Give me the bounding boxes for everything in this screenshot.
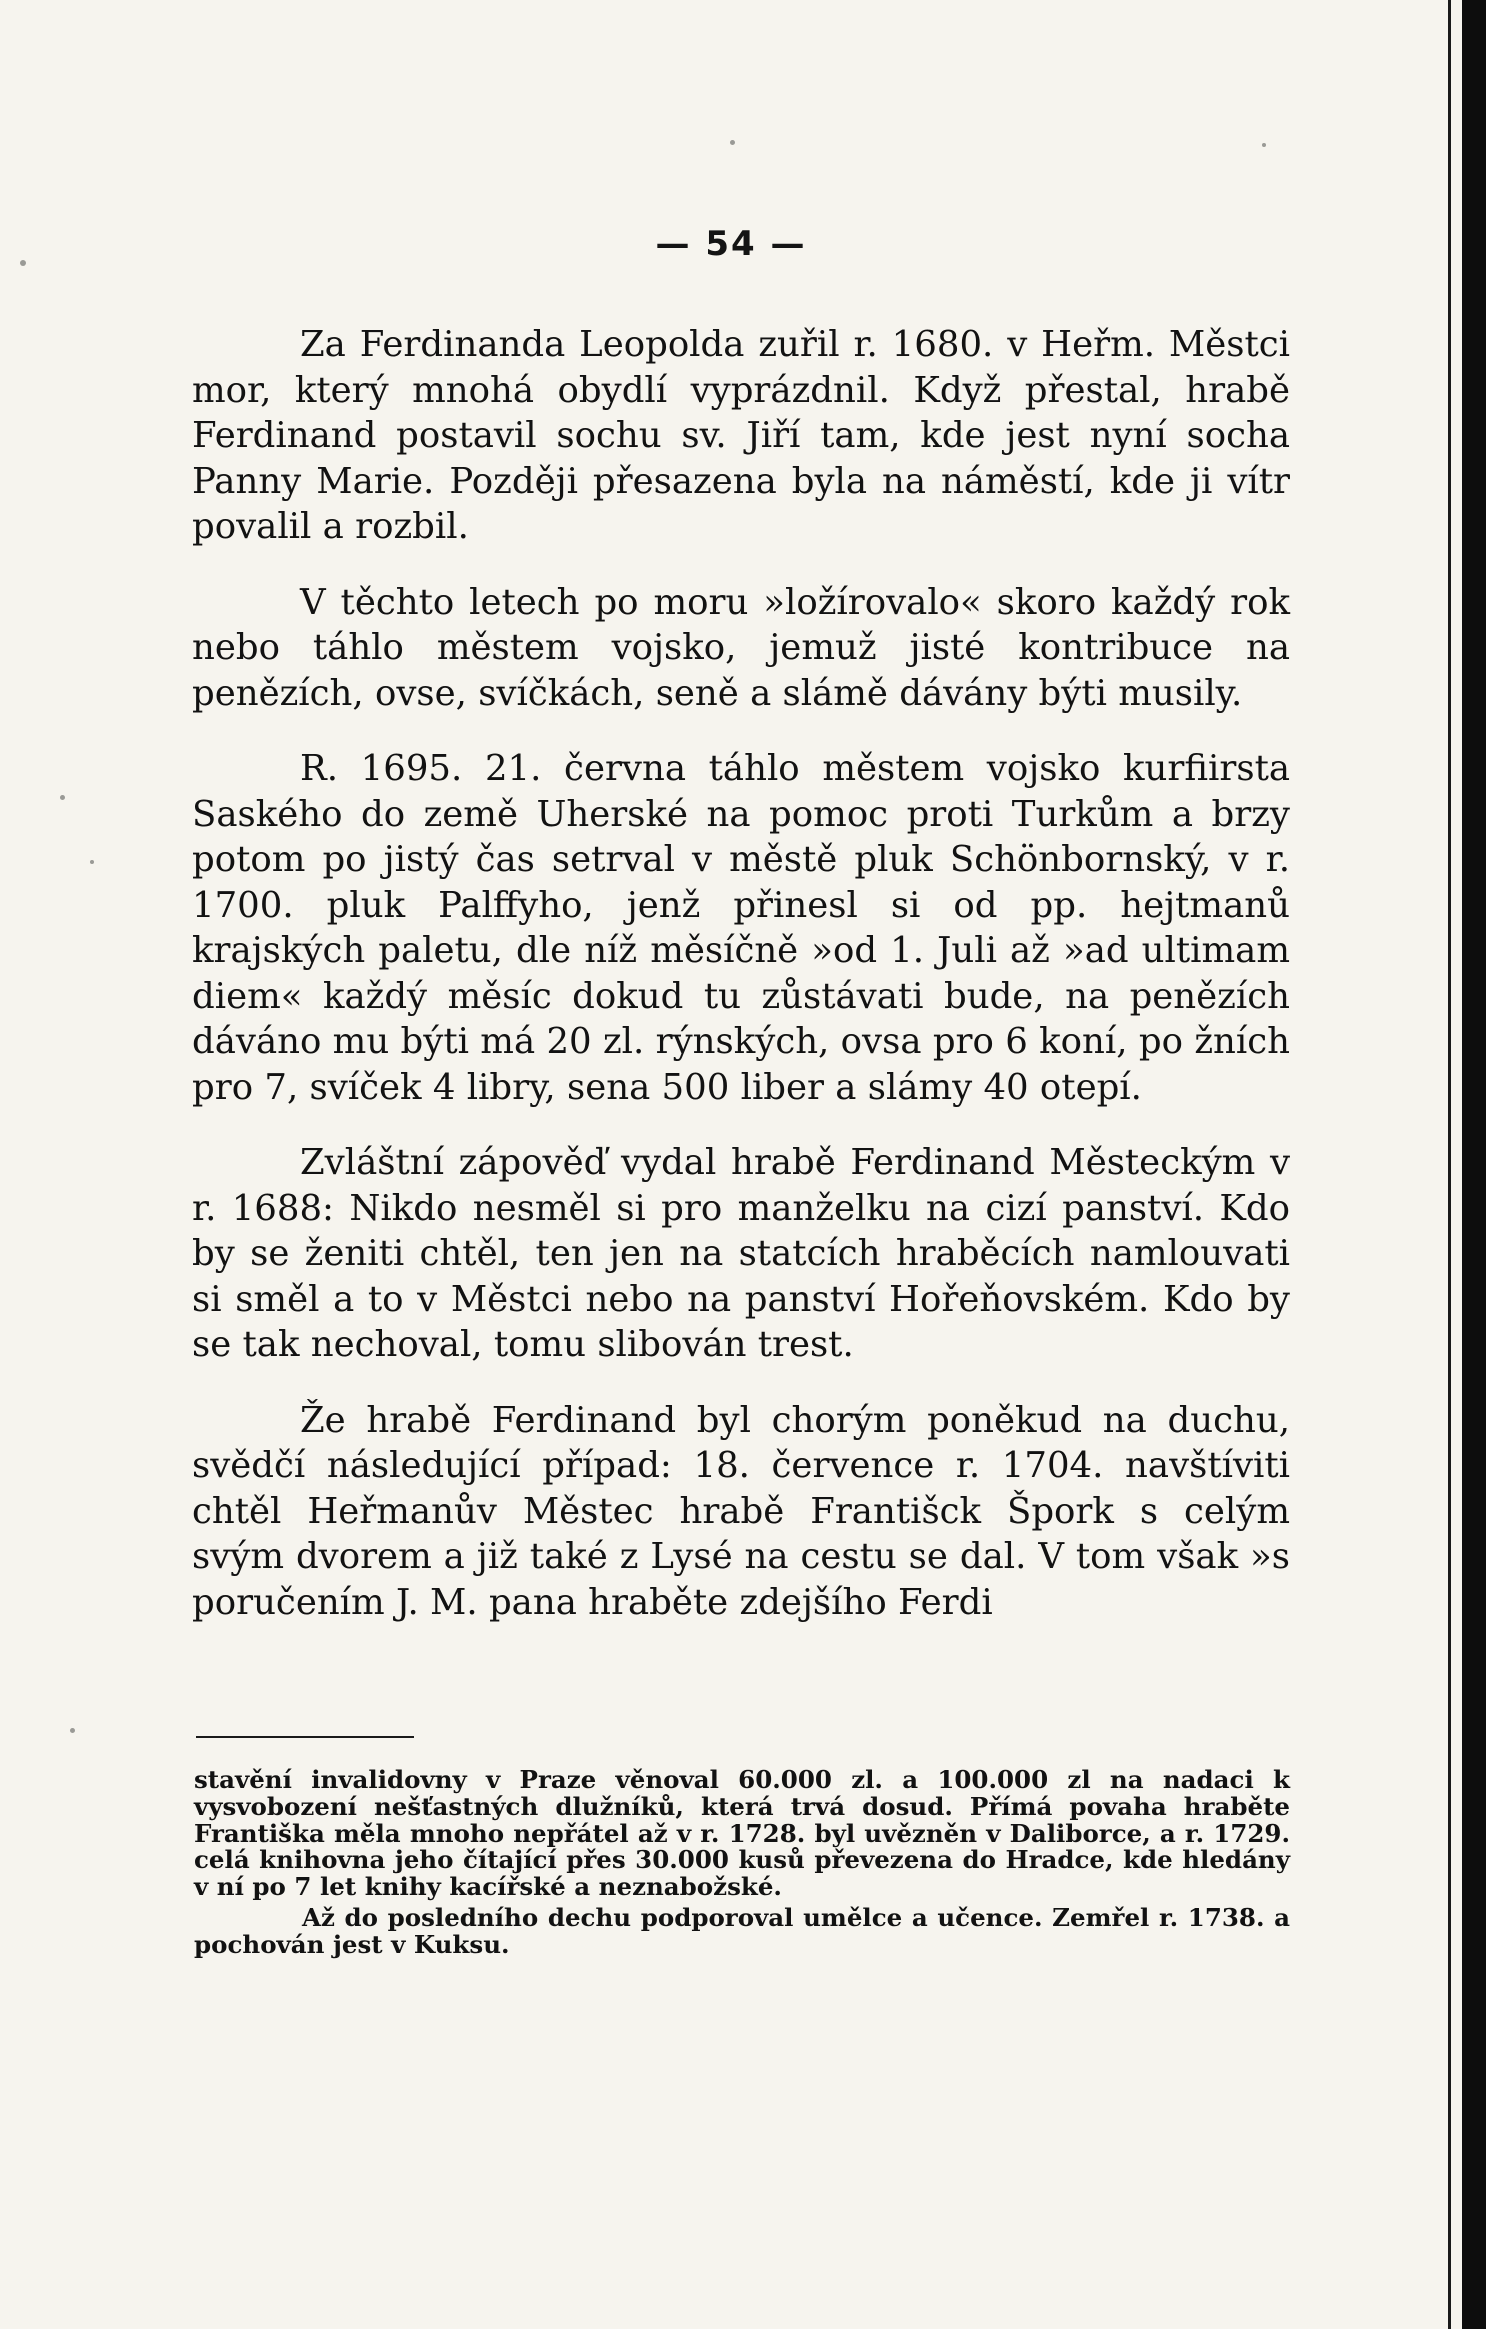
paper-speck	[1262, 143, 1266, 147]
main-text	[192, 322, 1290, 1655]
paragraph: R. 1695. 21. června táhlo městem vojsko kurfiirsta Saského do země Uherské na pomoc proti Turkům a brzy potom po jistý čas setrval v městě pluk Schönbornský, v r. 1700. pluk Palffyho, jenž přinesl si od pp. hejtmanů krajských paletu, dle níž měsíčně »od 1. Juli až »ad ultimam diem« každý měsíc dokud tu zůstávati bude, na penězích dáváno mu býti má 20 zl. rýnských, ovsa pro 6 koní, po žních pro 7, svíček 4 libry, sena 500 liber a slámy 40 otepí.	[192, 748, 1290, 1108]
footnotes	[194, 1767, 1290, 1959]
paper-speck	[90, 860, 94, 864]
paper-speck	[70, 1728, 75, 1733]
page-number: — 54 —	[655, 224, 807, 264]
footnote-separator	[196, 1736, 414, 1738]
paragraph: Že hrabě Ferdinand byl chorým poněkud na duchu, svědčí následující případ: 18. července r. 1704. navštíviti chtěl Heřmanův Městec hrabě Františck Špork s celým svým dvorem a již také z Lysé na cestu se dal. V tom však »s poručením J. M. pana hraběte zdejšího Ferdi	[192, 1399, 1290, 1623]
paragraph: V těchto letech po moru »ložírovalo« skoro každý rok nebo táhlo městem vojsko, jemuž jisté kontribuce na penězích, ovse, svíčkách, seně a slámě dávány býti musily.	[192, 581, 1290, 714]
paper-speck	[60, 795, 65, 800]
page-edge-line	[1448, 0, 1451, 2329]
paper-speck	[730, 140, 735, 145]
paragraph: Zvláštní zápověď vydal hrabě Ferdinand Městeckým v r. 1688: Nikdo nesměl si pro manželku na cizí panství. Kdo by se ženiti chtěl, ten jen na statcích hraběcích namlouvati si směl a to v Městci nebo na panství Hořeňovském. Kdo by se tak nechoval, tomu slibován trest.	[192, 1142, 1290, 1365]
footnote: stavění invalidovny v Praze věnoval 60.000 zl. a 100.000 zl na nadaci k vysvobození nešťastných dlužníků, která trvá dosud. Přímá povaha hraběte Františka měla mnoho nepřátel až v r. 1728. byl uvězněn v Daliborce, a r. 1729. celá knihovna jeho čítající přes 30.000 kusů převezena do Hradce, kde hledány v ní po 7 let knihy kacířské a neznabožské.	[194, 1765, 1290, 1902]
footnote: Až do posledního dechu podporoval umělce a učence. Zemřel r. 1738. a pochován jest v Kuksu.	[194, 1902, 1290, 1959]
scan-border	[1462, 0, 1486, 2329]
paragraph: Za Ferdinanda Leopolda zuřil r. 1680. v Heřm. Městci mor, který mnohá obydlí vyprázdnil. Když přestal, hrabě Ferdinand postavil sochu sv. Jiří tam, kde jest nyní socha Panny Marie. Později přesazena byla na náměstí, kde ji vítr povalil a rozbil.	[192, 324, 1290, 547]
